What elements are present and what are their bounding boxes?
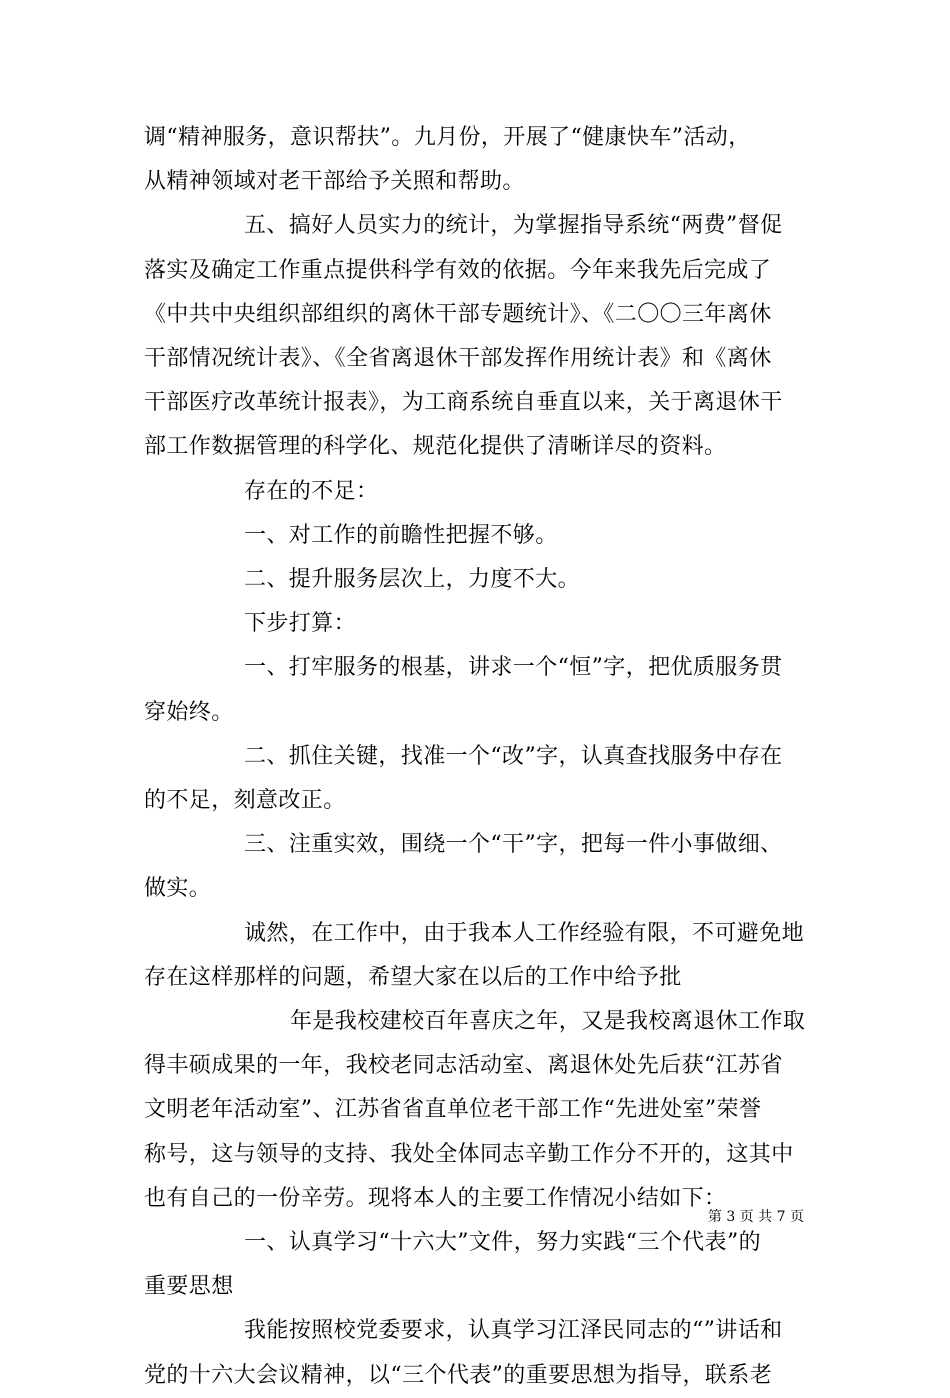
text-line: 《中共中央组织部组织的离休干部专题统计》、《二〇〇三年离休 (144, 301, 772, 327)
text-line: 调“精神服务，意识帮扶”。九月份，开展了“健康快车”活动， (144, 125, 751, 150)
text-line: 做实。 (144, 876, 212, 902)
text-line: 干部医疗改革统计报表》，为工商系统自垂直以来，关于离退休干 (144, 390, 783, 416)
text-line: 三、注重实效，围绕一个“干”字，把每一件小事做细、 (244, 832, 783, 858)
text-line: 二、提升服务层次上，力度不大。 (244, 567, 581, 593)
text-line: 诚然，在工作中，由于我本人工作经验有限，不可避免地 (244, 920, 805, 946)
text-line: 干部情况统计表》、《全省离退休干部发挥作用统计表》和《离休 (144, 346, 772, 372)
text-line: 下步打算： (244, 611, 357, 637)
body-text (144, 116, 814, 1398)
text-line: 存在这样那样的问题，希望大家在以后的工作中给予批 (144, 964, 682, 990)
text-line: 党的十六大会议精神，以“三个代表”的重要思想为指导，联系老 (144, 1362, 773, 1388)
text-line: 五、搞好人员实力的统计，为掌握指导系统“两费”督促 (244, 213, 783, 239)
text-line: 我能按照校党委要求，认真学习江泽民同志的“”讲话和 (244, 1318, 783, 1344)
text-line: 年是我校建校百年喜庆之年，又是我校离退休工作取 (290, 1009, 806, 1035)
text-line: 也有自己的一份辛劳。现将本人的主要工作情况小结如下： (144, 1185, 727, 1211)
text-line: 穿始终。 (144, 699, 234, 725)
text-line: 部工作数据管理的科学化、规范化提供了清晰详尽的资料。 (144, 434, 727, 460)
text-line: 二、抓住关键，找准一个“改”字，认真查找服务中存在 (244, 743, 783, 769)
text-line: 重要思想 (144, 1274, 234, 1300)
text-line: 一、对工作的前瞻性把握不够。 (244, 522, 558, 548)
text-line: 存在的不足： (244, 478, 379, 504)
text-line: 从精神领域对老干部给予关照和帮助。 (144, 169, 525, 195)
text-line: 一、认真学习“十六大”文件，努力实践“三个代表”的 (244, 1230, 761, 1256)
text-line: 的不足，刻意改正。 (144, 788, 346, 814)
text-line: 一、打牢服务的根基，讲求一个“恒”字，把优质服务贯 (244, 655, 783, 681)
page-number-footer: 第 3 页 共 7 页 (707, 1209, 804, 1225)
text-line: 称号，这与领导的支持、我处全体同志辛勤工作分不开的，这其中 (144, 1141, 794, 1167)
text-line: 文明老年活动室”、江苏省省直单位老干部工作“先进处室”荣誉 (144, 1097, 762, 1123)
text-line: 得丰硕成果的一年，我校老同志活动室、离退休处先后获“江苏省 (144, 1053, 783, 1079)
text-line: 落实及确定工作重点提供科学有效的依据。今年来我先后完成了 (144, 257, 772, 283)
